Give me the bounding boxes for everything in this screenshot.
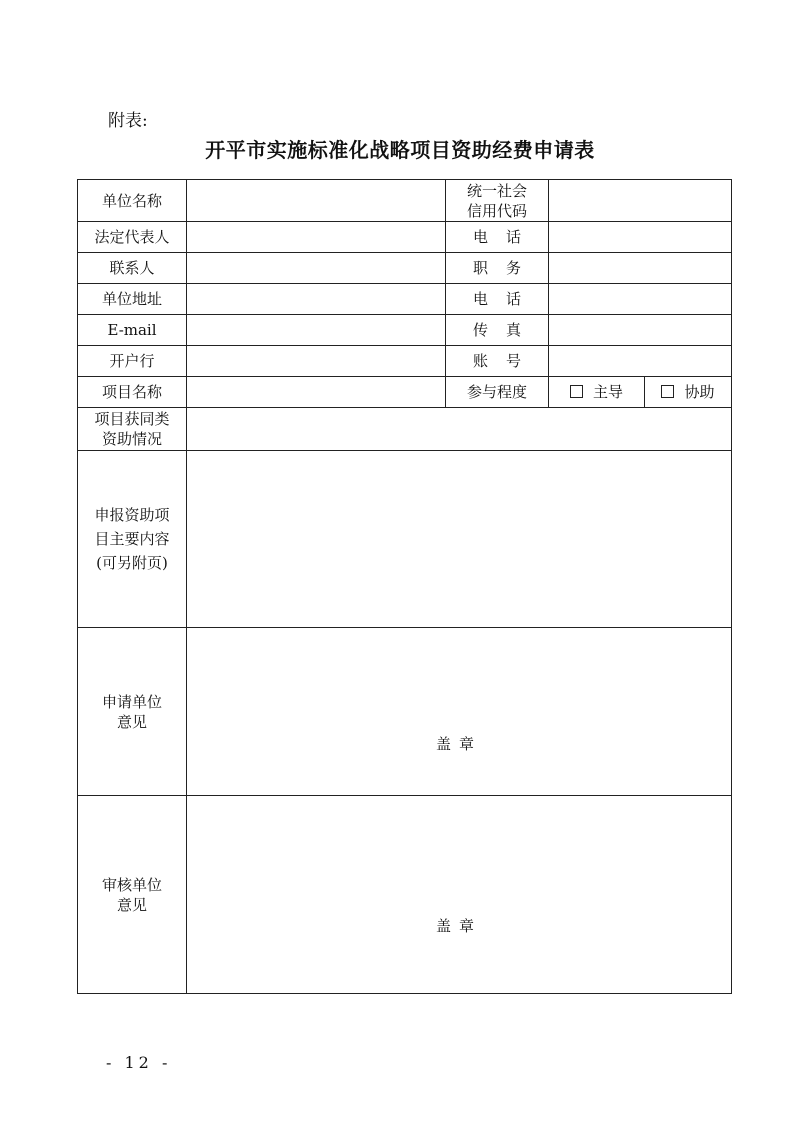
label-similar-funding-line2: 资助情况 bbox=[101, 430, 162, 448]
row-project-content bbox=[78, 451, 732, 628]
label-bank: 开户行 bbox=[78, 346, 187, 377]
label-applicant-opinion-line2: 意见 bbox=[116, 712, 147, 731]
input-address[interactable] bbox=[187, 284, 446, 315]
row-legal-rep bbox=[78, 222, 732, 253]
attachment-label: 附表: bbox=[108, 111, 148, 131]
label-project-content-line3: (可另附页) bbox=[96, 554, 168, 572]
label-applicant-opinion bbox=[78, 628, 187, 796]
label-project-content bbox=[78, 451, 187, 628]
label-account: 账号 bbox=[446, 346, 549, 377]
row-applicant-opinion bbox=[78, 628, 732, 796]
label-phone-2: 电话 bbox=[446, 284, 549, 315]
label-fax: 传真 bbox=[446, 315, 549, 346]
row-bank bbox=[78, 346, 732, 377]
label-unit-name: 单位名称 bbox=[78, 180, 187, 222]
label-credit-code-line2: 信用代码 bbox=[466, 201, 527, 220]
label-similar-funding bbox=[78, 408, 187, 451]
input-credit-code[interactable] bbox=[549, 180, 732, 222]
label-project-content-line2: 目主要内容 bbox=[94, 530, 170, 548]
input-legal-rep[interactable] bbox=[187, 222, 446, 253]
application-form-table bbox=[77, 179, 732, 994]
label-participation: 参与程度 bbox=[446, 377, 549, 408]
label-contact: 联系人 bbox=[78, 253, 187, 284]
option-assist[interactable] bbox=[645, 377, 732, 408]
option-lead[interactable] bbox=[549, 377, 645, 408]
row-unit-name bbox=[78, 180, 732, 222]
label-reviewer-opinion-line1: 审核单位 bbox=[101, 875, 162, 894]
input-phone-1[interactable] bbox=[549, 222, 732, 253]
label-email: E-mail bbox=[78, 315, 187, 346]
input-applicant-opinion[interactable] bbox=[187, 628, 732, 796]
label-phone-1: 电话 bbox=[446, 222, 549, 253]
form-title: 开平市实施标准化战略项目资助经费申请表 bbox=[205, 138, 595, 162]
input-contact[interactable] bbox=[187, 253, 446, 284]
row-contact bbox=[78, 253, 732, 284]
lead-checkbox[interactable] bbox=[570, 385, 583, 398]
applicant-seal-label: 盖章 bbox=[435, 735, 482, 753]
input-similar-funding[interactable] bbox=[187, 408, 732, 451]
option-assist-label: 协助 bbox=[684, 383, 715, 401]
label-reviewer-opinion bbox=[78, 796, 187, 994]
page-number: - 12 - bbox=[106, 1053, 172, 1072]
label-applicant-opinion-line1: 申请单位 bbox=[101, 692, 162, 711]
label-similar-funding-line1: 项目获同类 bbox=[94, 410, 170, 428]
input-phone-2[interactable] bbox=[549, 284, 732, 315]
assist-checkbox[interactable] bbox=[661, 385, 674, 398]
row-reviewer-opinion bbox=[78, 796, 732, 994]
reviewer-seal-label: 盖章 bbox=[435, 917, 482, 935]
label-credit-code-line1: 统一社会 bbox=[466, 181, 527, 200]
input-project-content[interactable] bbox=[187, 451, 732, 628]
label-project-name: 项目名称 bbox=[78, 377, 187, 408]
input-reviewer-opinion[interactable] bbox=[187, 796, 732, 994]
label-legal-rep: 法定代表人 bbox=[78, 222, 187, 253]
row-similar-funding bbox=[78, 408, 732, 451]
label-position: 职务 bbox=[446, 253, 549, 284]
input-account[interactable] bbox=[549, 346, 732, 377]
label-project-content-line1: 申报资助项 bbox=[94, 506, 170, 524]
input-email[interactable] bbox=[187, 315, 446, 346]
row-project-name bbox=[78, 377, 732, 408]
input-fax[interactable] bbox=[549, 315, 732, 346]
label-address: 单位地址 bbox=[78, 284, 187, 315]
input-bank[interactable] bbox=[187, 346, 446, 377]
input-position[interactable] bbox=[549, 253, 732, 284]
label-reviewer-opinion-line2: 意见 bbox=[116, 895, 147, 914]
row-email bbox=[78, 315, 732, 346]
input-unit-name[interactable] bbox=[187, 180, 446, 222]
option-lead-label: 主导 bbox=[592, 383, 623, 401]
label-credit-code bbox=[446, 180, 549, 222]
row-address bbox=[78, 284, 732, 315]
input-project-name[interactable] bbox=[187, 377, 446, 408]
